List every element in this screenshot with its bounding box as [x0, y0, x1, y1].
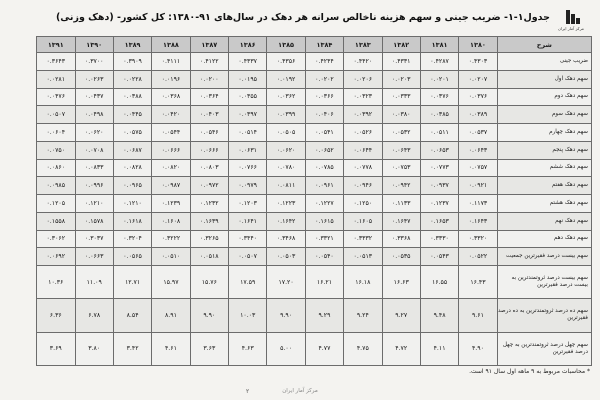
logo-bars-icon: [562, 10, 580, 24]
value-cell: ۰.۰۲۸۱: [37, 70, 76, 88]
page-header: [10, 8, 590, 30]
value-cell: ۰.۰۵۱۳: [344, 248, 382, 266]
table-row: [37, 332, 592, 365]
value-cell: ۱۰.۳۶: [37, 266, 76, 299]
value-cell: ۰.۳۷۰۰: [75, 53, 113, 71]
value-cell: ۰.۰۶۲۰: [75, 124, 113, 142]
value-cell: ۰.۰۶۵۳: [420, 141, 458, 159]
value-cell: ۰.۱۶۳۹: [190, 212, 228, 230]
value-cell: ۰.۱۵۵۸: [37, 212, 76, 230]
value-cell: ۴.۶۱: [152, 332, 190, 365]
value-cell: ۰.۰۲۰۶: [344, 70, 382, 88]
value-cell: ۰.۴۳۳۷: [229, 53, 267, 71]
value-cell: ۰.۱۲۲۳: [267, 195, 305, 213]
value-cell: ۰.۰۸۳۳: [75, 159, 113, 177]
value-cell: ۰.۰۸۲۰: [152, 159, 190, 177]
value-cell: ۰.۱۶۱۸: [113, 212, 151, 230]
value-cell: ۰.۴۱۲۲: [190, 53, 228, 71]
value-cell: ۰.۰۶۶۶: [190, 141, 228, 159]
value-cell: ۰.۰۴۰۶: [305, 106, 343, 124]
value-cell: ۰.۴۳۵۶: [267, 53, 305, 71]
value-cell: ۴.۹۰: [459, 332, 497, 365]
value-cell: ۸.۵۴: [113, 299, 151, 332]
value-cell: ۰.۳۴۴۰: [229, 230, 267, 248]
value-cell: ۰.۰۵۱۱: [420, 124, 458, 142]
value-cell: ۰.۰۶۵۲: [305, 141, 343, 159]
value-cell: ۴.۱۱: [420, 332, 458, 365]
value-cell: ۰.۳۹۰۹: [113, 53, 151, 71]
value-cell: ۰.۰۷۵۳: [382, 159, 420, 177]
row-label: سهم چهل درصد ثروتمندترین به چهل درصد فقیرترین: [497, 332, 591, 365]
table-row: [37, 266, 592, 299]
value-cell: ۰.۰۸۶۰: [37, 159, 76, 177]
value-cell: ۹.۴۸: [420, 299, 458, 332]
value-cell: ۰.۱۶۰۸: [152, 212, 190, 230]
value-cell: ۰.۱۲۱۰: [75, 195, 113, 213]
value-cell: ۰.۰۸۲۸: [113, 159, 151, 177]
value-cell: ۰.۰۹۶۱: [305, 177, 343, 195]
value-cell: ۰.۰۲۲۸: [113, 70, 151, 88]
value-cell: ۰.۳۶۴۳: [37, 53, 76, 71]
value-cell: ۰.۱۲۱۰: [113, 195, 151, 213]
value-cell: ۰.۰۵۴۴: [152, 124, 190, 142]
table-row: [37, 124, 592, 142]
value-cell: ۰.۰۹۳۷: [420, 177, 458, 195]
value-cell: ۰.۰۳۸۰: [382, 106, 420, 124]
value-cell: ۰.۳۰۳۷: [75, 230, 113, 248]
value-cell: ۹.۲۹: [305, 299, 343, 332]
value-cell: ۱۲.۷۱: [113, 266, 151, 299]
header-year: ۱۳۸۲: [382, 37, 420, 53]
row-label: سهم بیست درصد فقیرترین جمعیت: [497, 248, 591, 266]
value-cell: ۰.۰۷۰۸: [75, 141, 113, 159]
value-cell: ۰.۰۶۳۱: [229, 141, 267, 159]
header-year: ۱۳۹۱: [37, 37, 76, 53]
value-cell: ۰.۰۲۶۳: [75, 70, 113, 88]
value-cell: ۰.۱۲۰۵: [37, 195, 76, 213]
header-description: شرح: [497, 37, 591, 53]
value-cell: ۱۶.۶۳: [382, 266, 420, 299]
value-cell: ۰.۴۳۳۱: [382, 53, 420, 71]
value-cell: ۰.۰۹۸۷: [152, 177, 190, 195]
table-row: [37, 177, 592, 195]
table-header-row: [37, 37, 592, 53]
value-cell: ۰.۰۵۴۶: [190, 124, 228, 142]
value-cell: ۰.۰۶۲۰: [267, 141, 305, 159]
value-cell: ۰.۰۲۰۷: [459, 70, 497, 88]
row-label: سهم دهک سوم: [497, 106, 591, 124]
header-year: ۱۳۸۴: [305, 37, 343, 53]
value-cell: ۰.۱۱۷۳: [459, 195, 497, 213]
value-cell: ۰.۰۵۰۷: [229, 248, 267, 266]
value-cell: ۰.۰۶۴۴: [344, 141, 382, 159]
value-cell: ۰.۴۲۸۷: [420, 53, 458, 71]
table-row: [37, 248, 592, 266]
row-label: سهم ده درصد ثروتمندترین به ده درصد فقیرترین: [497, 299, 591, 332]
value-cell: ۰.۱۶۱۵: [305, 212, 343, 230]
value-cell: ۰.۰۳۸۵: [420, 106, 458, 124]
value-cell: ۰.۰۵۳۵: [382, 248, 420, 266]
header-year: ۱۳۸۱: [420, 37, 458, 53]
value-cell: ۰.۰۳۸۹: [459, 106, 497, 124]
value-cell: ۰.۰۵۰۵: [267, 124, 305, 142]
value-cell: ۰.۰۵۲۲: [459, 248, 497, 266]
value-cell: ۰.۰۴۴۵: [113, 106, 151, 124]
value-cell: ۰.۳۳۳۰: [420, 230, 458, 248]
value-cell: ۰.۰۶۰۴: [37, 124, 76, 142]
value-cell: ۰.۰۳۷۶: [420, 88, 458, 106]
value-cell: ۰.۰۱۹۵: [229, 70, 267, 88]
table-row: [37, 230, 592, 248]
value-cell: ۴.۷۷: [305, 332, 343, 365]
value-cell: ۰.۰۹۲۱: [459, 177, 497, 195]
row-label: سهم دهک اول: [497, 70, 591, 88]
table-title: جدول۱-۱- ضریب جینی و سهم هزینه ناخالص سرانه هر دهک در سال‌های ۹۱-۱۳۸۰: کل کشور- (دهک وزنی): [55, 12, 550, 23]
value-cell: ۰.۱۲۲۷: [305, 195, 343, 213]
value-cell: ۴.۷۵: [344, 332, 382, 365]
value-cell: ۱۱.۰۹: [75, 266, 113, 299]
value-cell: ۰.۰۳۵۵: [229, 88, 267, 106]
table-row: [37, 70, 592, 88]
value-cell: ۰.۰۸۰۳: [190, 159, 228, 177]
value-cell: ۰.۰۵۴۰: [305, 248, 343, 266]
value-cell: ۰.۰۵۱۴: [229, 124, 267, 142]
value-cell: ۱۰.۰۳: [229, 299, 267, 332]
value-cell: ۰.۰۹۸۵: [37, 177, 76, 195]
value-cell: ۰.۱۱۳۳: [382, 195, 420, 213]
value-cell: ۰.۴۴۲۰: [344, 53, 382, 71]
value-cell: ۰.۰۶۴۳: [459, 141, 497, 159]
header-year: ۱۳۸۷: [190, 37, 228, 53]
value-cell: ۱۷.۲۰: [267, 266, 305, 299]
value-cell: ۰.۰۹۴۶: [344, 177, 382, 195]
value-cell: ۶.۷۸: [75, 299, 113, 332]
value-cell: ۰.۰۲۰۳: [382, 70, 420, 88]
value-cell: ۰.۳۳۳۲: [344, 230, 382, 248]
table-row: [37, 195, 592, 213]
table-row: [37, 299, 592, 332]
value-cell: ۰.۰۵۰۳: [267, 248, 305, 266]
value-cell: ۰.۰۷۸۰: [267, 159, 305, 177]
value-cell: ۰.۰۹۹۶: [75, 177, 113, 195]
value-cell: ۰.۰۷۶۶: [229, 159, 267, 177]
value-cell: ۰.۰۵۲۶: [344, 124, 382, 142]
table-row: [37, 106, 592, 124]
value-cell: ۱۶.۱۸: [344, 266, 382, 299]
header-year: ۱۳۸۸: [152, 37, 190, 53]
value-cell: ۰.۳۳۶۸: [382, 230, 420, 248]
value-cell: ۰.۰۶۴۳: [382, 141, 420, 159]
value-cell: ۰.۳۲۲۲: [152, 230, 190, 248]
row-label: سهم دهک هشتم: [497, 195, 591, 213]
value-cell: ۰.۰۱۹۲: [267, 70, 305, 88]
value-cell: ۰.۱۲۵۰: [344, 195, 382, 213]
row-label: سهم دهک دهم: [497, 230, 591, 248]
value-cell: ۰.۰۴۲۰: [152, 106, 190, 124]
value-cell: ۰.۰۵۱۸: [190, 248, 228, 266]
gini-table-container: [36, 36, 592, 366]
value-cell: ۰.۳۲۶۵: [190, 230, 228, 248]
row-label: سهم دهک دوم: [497, 88, 591, 106]
value-cell: ۰.۰۲۰۰: [190, 70, 228, 88]
value-cell: ۰.۴۱۱۱: [152, 53, 190, 71]
value-cell: ۱۵.۷۶: [190, 266, 228, 299]
value-cell: ۰.۰۲۰۲: [305, 70, 343, 88]
value-cell: ۰.۰۹۷۲: [190, 177, 228, 195]
value-cell: ۰.۰۴۷۶: [37, 88, 76, 106]
header-year: ۱۳۸۰: [459, 37, 497, 53]
table-row: [37, 88, 592, 106]
value-cell: ۰.۱۶۴۲: [267, 212, 305, 230]
row-label: سهم بیست درصد ثروتمندترین به بیست درصد فقیرترین: [497, 266, 591, 299]
value-cell: ۰.۱۲۰۳: [229, 195, 267, 213]
value-cell: ۳.۸۰: [75, 332, 113, 365]
value-cell: ۰.۱۶۴۳: [459, 212, 497, 230]
value-cell: ۰.۰۶۹۲: [37, 248, 76, 266]
value-cell: ۰.۰۳۹۷: [229, 106, 267, 124]
header-year: ۱۳۹۰: [75, 37, 113, 53]
value-cell: ۱۵.۹۷: [152, 266, 190, 299]
value-cell: ۰.۰۲۰۱: [420, 70, 458, 88]
value-cell: ۰.۰۷۵۰: [37, 141, 76, 159]
value-cell: ۰.۳۰۶۲: [37, 230, 76, 248]
value-cell: ۹.۶۱: [459, 299, 497, 332]
sci-logo: [558, 8, 584, 34]
value-cell: ۰.۰۵۴۳: [420, 248, 458, 266]
table-row: [37, 159, 592, 177]
header-year: ۱۳۸۵: [267, 37, 305, 53]
value-cell: ۰.۰۵۰۷: [37, 106, 76, 124]
value-cell: ۰.۰۹۴۲: [382, 177, 420, 195]
value-cell: ۰.۰۳۹۹: [267, 106, 305, 124]
value-cell: ۰.۰۳۸۸: [113, 88, 151, 106]
header-year: ۱۳۸۳: [344, 37, 382, 53]
footer-publisher: مرکز آمار ایران: [282, 388, 318, 394]
value-cell: ۰.۱۲۳۹: [152, 195, 190, 213]
value-cell: ۰.۱۶۰۵: [344, 212, 382, 230]
value-cell: ۰.۰۵۶۵: [113, 248, 151, 266]
value-cell: ۰.۰۹۶۵: [113, 177, 151, 195]
value-cell: ۰.۰۷۵۷: [459, 159, 497, 177]
value-cell: ۵.۰۰: [267, 332, 305, 365]
value-cell: ۸.۹۱: [152, 299, 190, 332]
value-cell: ۹.۹۰: [190, 299, 228, 332]
value-cell: ۰.۱۵۷۸: [75, 212, 113, 230]
value-cell: ۰.۰۳۹۲: [344, 106, 382, 124]
value-cell: ۰.۰۳۲۳: [344, 88, 382, 106]
value-cell: ۰.۱۶۴۷: [382, 212, 420, 230]
row-label: سهم دهک ششم: [497, 159, 591, 177]
row-label: سهم دهک چهارم: [497, 124, 591, 142]
table-row: [37, 141, 592, 159]
value-cell: ۰.۰۳۶۴: [190, 88, 228, 106]
footnote: * محاسبات مربوط به ۹ ماهه اول سال ۹۱ است.: [469, 368, 590, 375]
row-label: سهم دهک هفتم: [497, 177, 591, 195]
value-cell: ۰.۰۷۸۵: [305, 159, 343, 177]
value-cell: ۰.۰۴۳۷: [75, 88, 113, 106]
row-label: سهم دهک پنجم: [497, 141, 591, 159]
value-cell: ۰.۰۳۷۶: [459, 88, 497, 106]
value-cell: ۰.۰۱۹۶: [152, 70, 190, 88]
value-cell: ۳.۶۹: [37, 332, 76, 365]
value-cell: ۰.۰۷۷۸: [344, 159, 382, 177]
value-cell: ۰.۰۸۱۱: [267, 177, 305, 195]
table-row: [37, 212, 592, 230]
header-year: ۱۳۸۹: [113, 37, 151, 53]
value-cell: ۰.۰۵۳۲: [382, 124, 420, 142]
value-cell: ۰.۰۵۷۵: [113, 124, 151, 142]
value-cell: ۹.۲۴: [344, 299, 382, 332]
value-cell: ۱۷.۵۹: [229, 266, 267, 299]
value-cell: ۰.۰۳۶۶: [305, 88, 343, 106]
value-cell: ۰.۱۶۵۳: [420, 212, 458, 230]
value-cell: ۰.۰۶۸۷: [113, 141, 151, 159]
value-cell: ۴.۶۳: [229, 332, 267, 365]
value-cell: ۴.۷۲: [382, 332, 420, 365]
value-cell: ۰.۰۷۷۳: [420, 159, 458, 177]
value-cell: ۰.۰۶۶۳: [75, 248, 113, 266]
gini-table: [36, 36, 592, 366]
table-row: [37, 53, 592, 71]
value-cell: ۰.۱۶۴۱: [229, 212, 267, 230]
value-cell: ۳.۴۲: [113, 332, 151, 365]
value-cell: ۰.۰۴۹۸: [75, 106, 113, 124]
value-cell: ۰.۳۲۰۴: [113, 230, 151, 248]
value-cell: ۰.۳۳۲۰: [459, 230, 497, 248]
page-number: ۲: [246, 388, 250, 395]
value-cell: ۰.۰۳۳۳: [382, 88, 420, 106]
row-label: سهم دهک نهم: [497, 212, 591, 230]
value-cell: ۰.۰۳۶۲: [267, 88, 305, 106]
value-cell: ۰.۱۲۳۷: [420, 195, 458, 213]
value-cell: ۰.۳۳۲۱: [305, 230, 343, 248]
value-cell: ۰.۰۳۶۸: [152, 88, 190, 106]
logo-text: مرکز آمار ایران: [558, 26, 584, 31]
value-cell: ۰.۰۵۳۷: [459, 124, 497, 142]
header-year: ۱۳۸۶: [229, 37, 267, 53]
value-cell: ۹.۹۰: [267, 299, 305, 332]
value-cell: ۱۶.۲۱: [305, 266, 343, 299]
value-cell: ۳.۶۳: [190, 332, 228, 365]
value-cell: ۱۶.۵۵: [420, 266, 458, 299]
row-label: ضریب جینی: [497, 53, 591, 71]
value-cell: ۱۶.۴۳: [459, 266, 497, 299]
value-cell: ۰.۰۴۰۳: [190, 106, 228, 124]
value-cell: ۰.۰۵۱۰: [152, 248, 190, 266]
value-cell: ۰.۰۵۴۱: [305, 124, 343, 142]
value-cell: ۰.۱۲۳۲: [190, 195, 228, 213]
value-cell: ۰.۳۴۶۸: [267, 230, 305, 248]
value-cell: ۰.۰۶۶۶: [152, 141, 190, 159]
value-cell: ۰.۴۲۴۴: [305, 53, 343, 71]
value-cell: ۰.۰۹۷۹: [229, 177, 267, 195]
value-cell: ۶.۳۶: [37, 299, 76, 332]
value-cell: ۹.۲۷: [382, 299, 420, 332]
value-cell: ۰.۴۳۰۳: [459, 53, 497, 71]
